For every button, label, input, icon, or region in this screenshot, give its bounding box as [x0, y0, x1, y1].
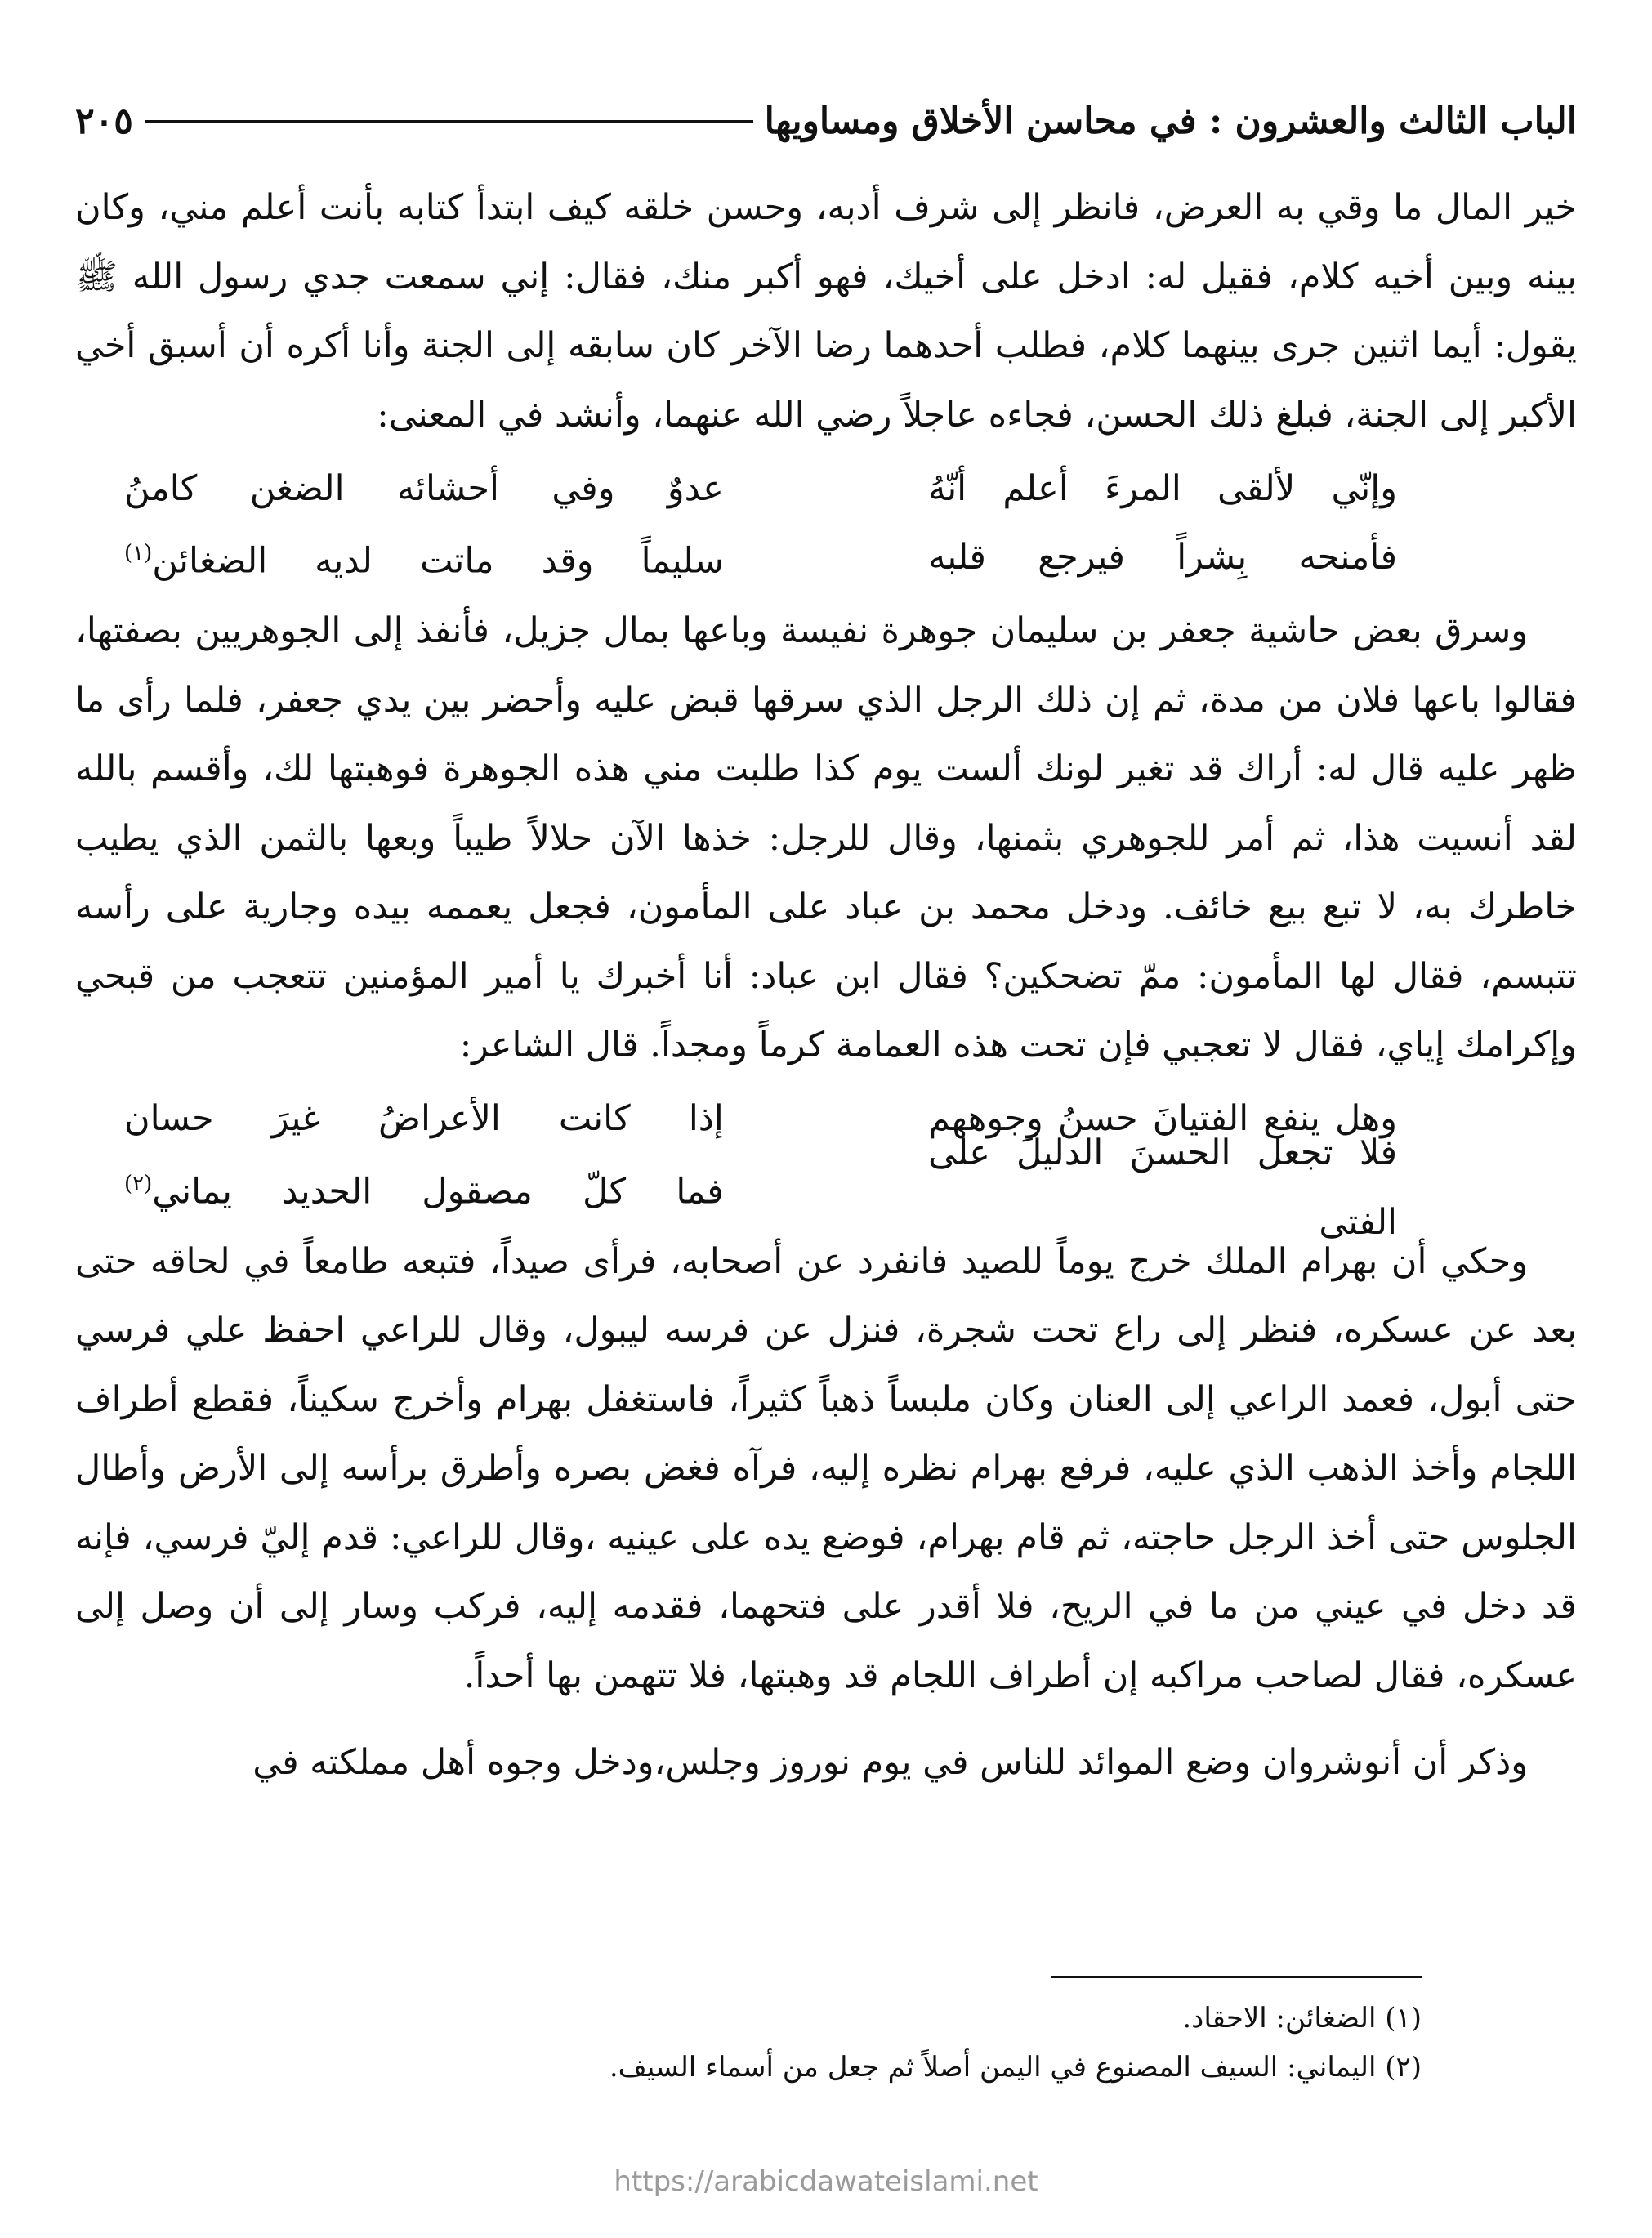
verse-hemistich: وهل ينفع الفتيانَ حسنُ وجوههم: [928, 1098, 1397, 1140]
footnote-rule: [1051, 1976, 1422, 1978]
verse-hemistich: [75, 1150, 781, 1226]
footnote: (٢) اليماني: السيف المصنوع في اليمن أصلاً ثم جعل من أسماء السيف.: [609, 2051, 1422, 2084]
verse-line: [75, 523, 1577, 592]
verse-line: [75, 454, 1577, 523]
verse-line: [75, 1132, 1577, 1243]
paragraph: وذكر أن أنوشروان وضع الموائد للناس في يوم نوروز وجلس،ودخل وجوه أهل مملكته في: [252, 1742, 1528, 1783]
verse-hemistich: وإنّي لألقى المرءَ أعلم أنّهُ: [928, 467, 1397, 509]
verse-block-2: [75, 1085, 1577, 1243]
paragraph: وسرق بعض حاشية جعفر بن سليمان جوهرة نفيسة وباعها بمال جزيل، فأنفذ إلى الجوهريين بصفتها، فقالوا باعها فلان من مدة، ثم إن ذلك الرجل الذي سرقها قبض عليه وأحضر بين يدي جعفر، فلما رأى ما ظهر عليه قال له: أراك قد تغير لونك ألست يوم كذا طلبت مني هذه الجوهرة فوهبتها لك، وأقسم بالله لقد أنسيت هذا، ثم أمر للجوهري بثمنها، وقال للرجل: خذها الآن حلالاً طيباً وبعها بالثمن الذي يطيب خاطرك به، لا تبع بيع خائف. ودخل محمد بن عباد على المأمون، فجعل يعممه بيده وجارية على رأسه تتبسم، فقال لها المأمون: ممّ تضحكين؟ فقال ابن عباد: أنا أخبرك يا أمير المؤمنين تتعجب من قبحي وإكرامك إياي، فقال لا تعجبي فإن تحت هذه العمامة كرماً ومجداً. قال الشاعر:: [75, 610, 1577, 1065]
header-rule: [145, 120, 753, 123]
verse-hemistich: إذا كانت الأعراضُ غيرَ حسان: [124, 1098, 724, 1140]
watermark-url: https://arabicdawateislami.net: [614, 2165, 1038, 2198]
verse-hemistich: عدوٌ وفي أحشائه الضغن كامنُ: [124, 467, 724, 509]
footnote: (١) الضغائن: الاحقاد.: [1182, 2002, 1422, 2035]
footnote-marker: (١): [124, 541, 153, 566]
page-number: ٢٠٥: [75, 100, 133, 142]
running-header: [75, 96, 1577, 145]
verse-hemistich: فأمنحه بِشراً فيرجع قلبه: [928, 536, 1397, 578]
verse-text: سليماً وقد ماتت لديه الضغائن: [152, 540, 724, 582]
verse-hemistich: [75, 519, 781, 596]
footnote-marker: (٢): [124, 1171, 153, 1196]
footnotes: [75, 1994, 1422, 2092]
paragraph: وحكي أن بهرام الملك خرج يوماً للصيد فانفرد عن أصحابه، فرأى صيداً، فتبعه طامعاً في لحاقه حتى بعد عن عسكره، فنظر إلى راع تحت شجرة، فنزل عن فرسه ليبول، وقال للراعي احفظ علي فرسي حتى أبول، فعمد الراعي إلى العنان وكان ملبساً ذهباً كثيراً، فاستغفل بهرام وأخرج سكيناً، فقطع أطراف اللجام وأخذ الذهب الذي عليه، فرفع بهرام نظره إليه، فرآه فغض بصره وأطرق برأسه إلى الأرض وأطال الجلوس حتى أخذ الرجل حاجته، ثم قام بهرام، فوضع يده على عينيه ،وقال للراعي: قدم إليّ فرسي، فإنه قد دخل في عيني من ما في الريح، فلا أقدر على فتحهما، فقدمه إليه، فركب وسار إلى أن وصل إلى عسكره، فقال لصاحب مراكبه إن أطراف اللجام قد وهبتها، فلا تتهمن بها أحداً.: [75, 1240, 1578, 1696]
body-text: [75, 173, 1577, 1798]
verse-text: فما كلّ مصقول الحديد يماني: [152, 1170, 724, 1212]
chapter-title: الباب الثالث والعشرون : في محاسن الأخلاق ومساويها: [764, 100, 1577, 142]
paragraph: خير المال ما وقي به العرض، فانظر إلى شرف أدبه، وحسن خلقه كيف ابتدأ كتابه بأنت أعلم مني، وكان بينه وبين أخيه كلام، فقيل له: ادخل على أخيك، فهو أكبر منك، فقال: إني سمعت جدي رسول الله ﷺ يقول: أيما اثنين جرى بينهما كلام، فطلب أحدهما رضا الآخر كان سابقه إلى الجنة وأنا أكره أن أسبق أخي الأكبر إلى الجنة، فبلغ ذلك الحسن، فجاءه عاجلاً رضي الله عنهما، وأنشد في المعنى:: [75, 187, 1577, 436]
verse-hemistich: فلا تجعل الحسنَ الدليلَ على الفتى: [928, 1132, 1397, 1243]
verse-block-1: [75, 454, 1577, 592]
